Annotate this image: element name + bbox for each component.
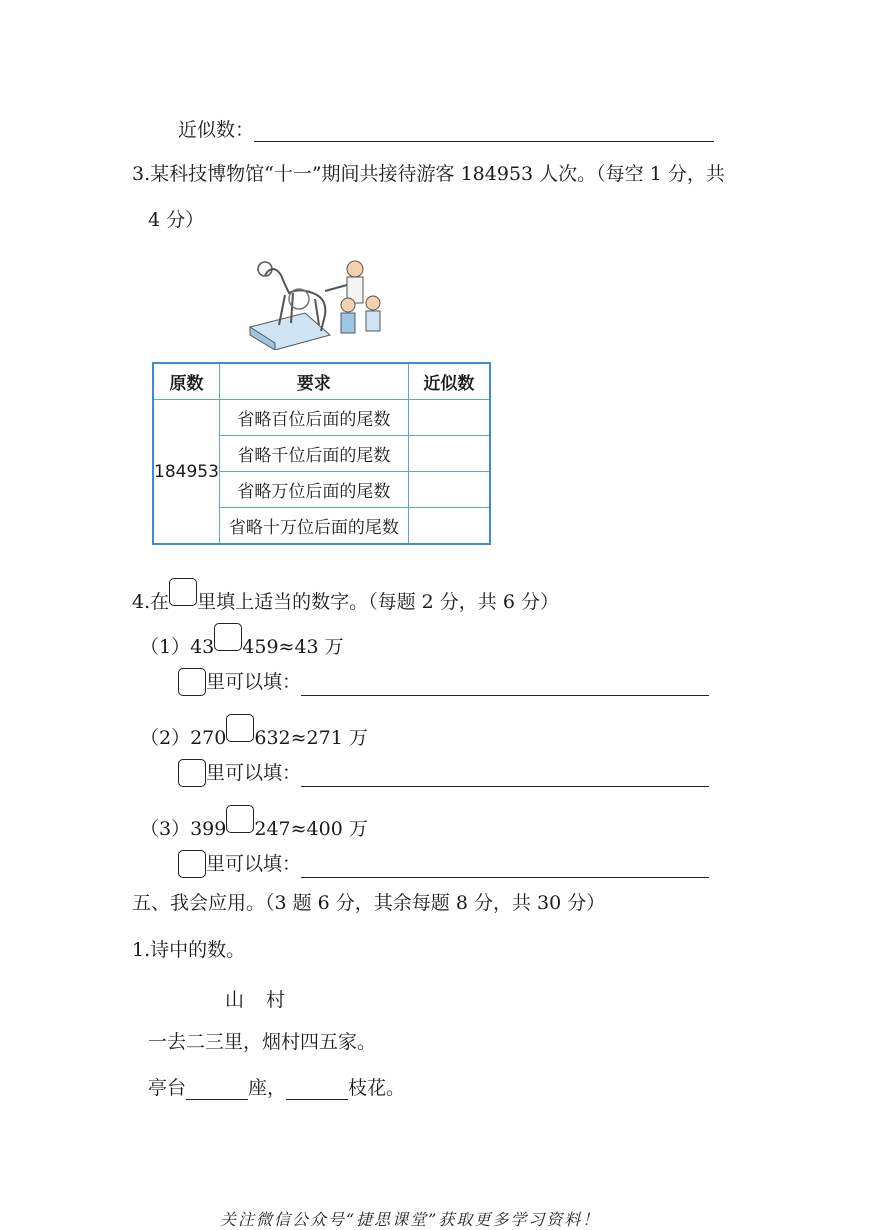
fill-answer-blank[interactable] — [301, 673, 709, 696]
table-header-row — [153, 363, 490, 400]
approx-table — [152, 362, 491, 545]
original-number-cell: 184953 — [153, 400, 219, 545]
q4-fill-3 — [178, 850, 709, 878]
q4-suffix: 里填上适当的数字。（每题 2 分，共 6 分） — [197, 591, 559, 613]
q4-item-label: （1）43 — [140, 636, 215, 658]
museum-illustration — [245, 255, 395, 350]
fill-label: 里可以填： — [206, 671, 302, 693]
digit-box[interactable] — [226, 714, 254, 742]
blank-box-icon — [178, 668, 206, 696]
poem-blank-2[interactable] — [286, 1077, 348, 1100]
q4-fill-2 — [178, 759, 709, 787]
q4-prefix: 4.在 — [132, 591, 170, 613]
q4-item-3 — [140, 805, 368, 841]
poem-line2 — [148, 1076, 405, 1100]
approx-answer-blank[interactable] — [254, 119, 714, 142]
header-requirement: 要求 — [219, 363, 408, 400]
q3-line1: 3.某科技博物馆“十一”期间共接待游客 184953 人次。（每空 1 分，共 — [132, 163, 725, 185]
q4-fill-1 — [178, 668, 709, 696]
poem-blank-1[interactable] — [186, 1077, 248, 1100]
approx-answer-cell[interactable] — [408, 400, 490, 436]
poem-text: 亭台 — [148, 1077, 187, 1099]
q4-item-label: （2）270 — [140, 727, 227, 749]
poem-line1: 一去二三里，烟村四五家。 — [148, 1031, 377, 1053]
approx-label: 近似数： — [178, 119, 255, 141]
header-original: 原数 — [153, 363, 219, 400]
requirement-cell: 省略百位后面的尾数 — [219, 400, 408, 436]
header-approx: 近似数 — [408, 363, 490, 400]
requirement-cell: 省略十万位后面的尾数 — [219, 508, 408, 545]
approx-line — [178, 118, 714, 142]
q4-item-after: 459≈43 万 — [242, 636, 344, 658]
section5-q1: 1.诗中的数。 — [132, 939, 246, 961]
q3-line2: 4 分） — [148, 209, 205, 231]
digit-box[interactable] — [214, 623, 242, 651]
q4-title — [132, 578, 559, 614]
table-row — [153, 400, 490, 436]
footer-note: 关注微信公众号“捷思课堂”获取更多学习资料！ — [220, 1210, 601, 1229]
poem-text: 座， — [248, 1077, 287, 1099]
blank-box-icon — [178, 850, 206, 878]
poem-text: 枝花。 — [348, 1077, 406, 1099]
approx-answer-cell[interactable] — [408, 508, 490, 545]
section5-title: 五、我会应用。（3 题 6 分，其余每题 8 分，共 30 分） — [132, 892, 606, 914]
q4-item-after: 632≈271 万 — [254, 727, 368, 749]
requirement-cell: 省略万位后面的尾数 — [219, 472, 408, 508]
fill-label: 里可以填： — [206, 762, 302, 784]
poem-title: 山村 — [225, 989, 308, 1011]
approx-answer-cell[interactable] — [408, 436, 490, 472]
fill-answer-blank[interactable] — [301, 764, 709, 787]
blank-box-icon — [169, 578, 197, 606]
blank-box-icon — [178, 759, 206, 787]
requirement-cell: 省略千位后面的尾数 — [219, 436, 408, 472]
q4-item-label: （3）399 — [140, 818, 227, 840]
approx-answer-cell[interactable] — [408, 472, 490, 508]
fill-answer-blank[interactable] — [301, 855, 709, 878]
fill-label: 里可以填： — [206, 853, 302, 875]
q4-item-after: 247≈400 万 — [254, 818, 368, 840]
q4-item-1 — [140, 623, 344, 659]
q4-item-2 — [140, 714, 368, 750]
digit-box[interactable] — [226, 805, 254, 833]
